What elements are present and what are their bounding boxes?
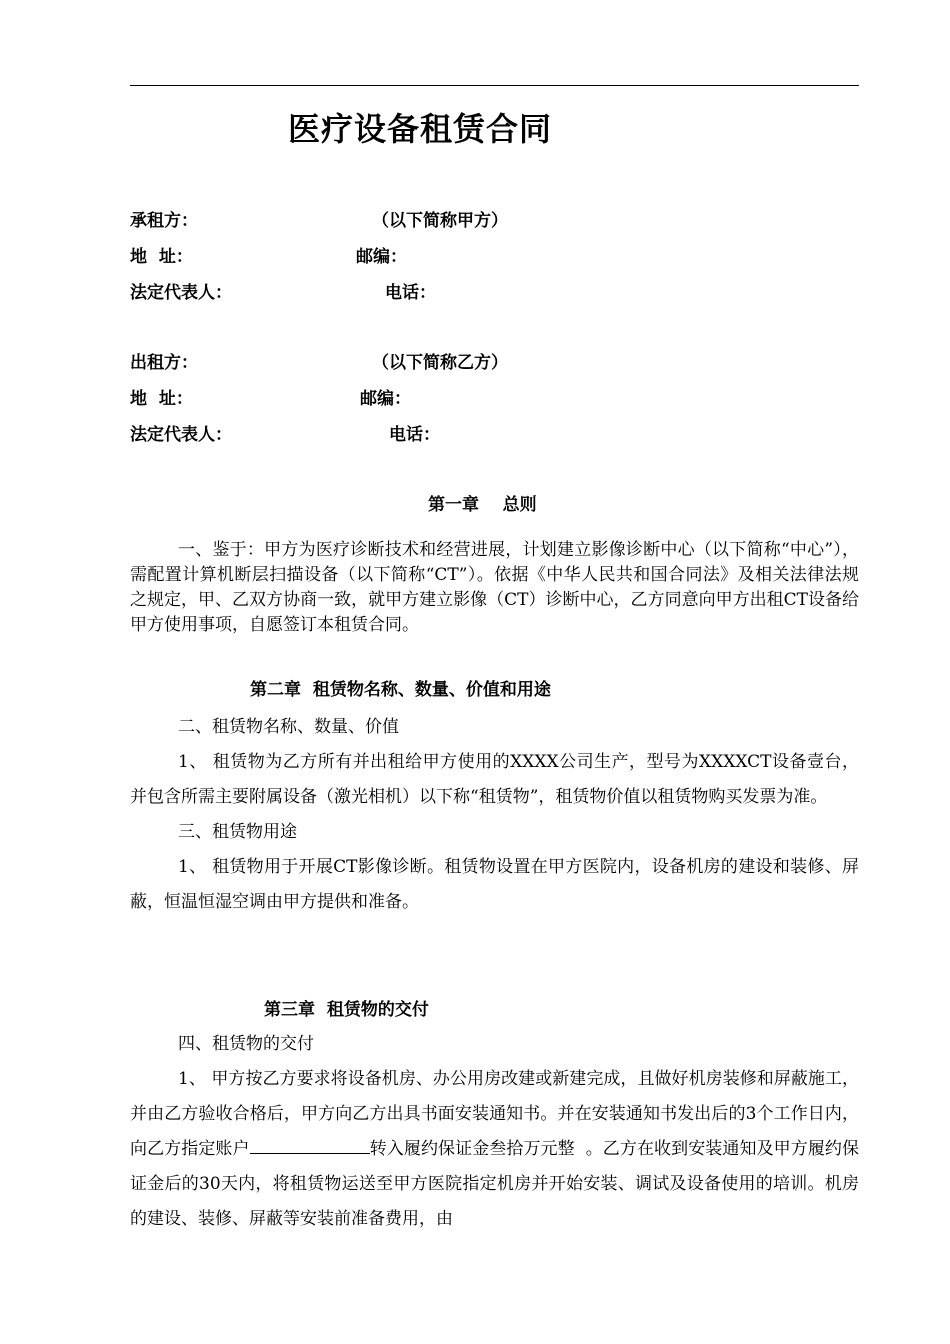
lessor-phone-label: 电话：	[389, 425, 440, 445]
lessee-note: （以下简称甲方）	[372, 211, 508, 231]
lessor-rep-label: 法定代表人：	[130, 425, 232, 445]
section-2-heading: 二、租赁物名称、数量、价值	[178, 717, 399, 737]
section-4-item-1-part-a: 1、 甲方按乙方要求将设备机房、办公用房改建或新建完成，且做好机房装修和屏蔽施工，并由乙方验收合格后，甲方向乙方出具书面安装通知书。并在安装通知书发出后的3个工作日内，向乙方指定账户	[130, 1069, 859, 1159]
section-4-item-1	[130, 1062, 859, 1237]
lessee-postcode-label: 邮编：	[356, 247, 407, 267]
lessor-postcode-label: 邮编：	[360, 389, 411, 409]
chapter-2-body	[130, 710, 859, 920]
section-2-item-1: 1、 租赁物为乙方所有并出租给甲方使用的XXXX公司生产，型号为XXXXCT设备壹台，并包含所需主要附属设备（激光相机）以下称“租赁物”，租赁物价值以租赁物购买发票为准。	[130, 752, 859, 807]
chapter-2-heading: 第二章 租赁物名称、数量、价值和用途	[250, 680, 551, 700]
lessee-label: 承租方：	[130, 211, 198, 231]
lessee-address-label: 地 址：	[130, 247, 193, 267]
lessor-note: （以下简称乙方）	[372, 353, 508, 373]
section-3-item-1: 1、 租赁物用于开展CT影像诊断。租赁物设置在甲方医院内，设备机房的建设和装修、屏蔽，恒温恒湿空调由甲方提供和准备。	[130, 857, 859, 912]
section-3-heading: 三、租赁物用途	[178, 822, 297, 842]
lessor-address-label: 地 址：	[130, 389, 193, 409]
lessee-phone-label: 电话：	[385, 283, 436, 303]
chapter-1-paragraph: 一、鉴于：甲方为医疗诊断技术和经营进展，计划建立影像诊断中心（以下简称“中心”），需配置计算机断层扫描设备（以下简称“CT”）。依据《中华人民共和国合同法》及相关法律法规之规定，甲、乙双方协商一致，就甲方建立影像（CT）诊断中心，乙方同意向甲方出租CT设备给甲方使用事项，自愿签订本租赁合同。	[130, 540, 859, 635]
chapter-1-body	[130, 538, 859, 638]
header-rule	[130, 85, 859, 86]
section-4-item-1-part-b: 转入履约保证金叁拾万元整 。乙方在收到安装通知及甲方履约保证金后的30天内，将租赁物运送至甲方医院指定机房并开始安装、调试及设备使用的培训。机房的建设、装修、屏蔽等安装前准备费用，由	[130, 1139, 860, 1229]
lessee-rep-label: 法定代表人：	[130, 283, 232, 303]
section-4-heading: 四、租赁物的交付	[178, 1034, 314, 1054]
chapter-1-heading: 第一章 总则	[428, 495, 537, 515]
document-title: 医疗设备租赁合同	[288, 110, 553, 148]
chapter-3-body	[130, 1027, 859, 1237]
chapter-3-heading: 第三章 租赁物的交付	[264, 1000, 429, 1020]
lessor-label: 出租方：	[130, 353, 198, 373]
account-blank-line	[250, 1139, 370, 1154]
